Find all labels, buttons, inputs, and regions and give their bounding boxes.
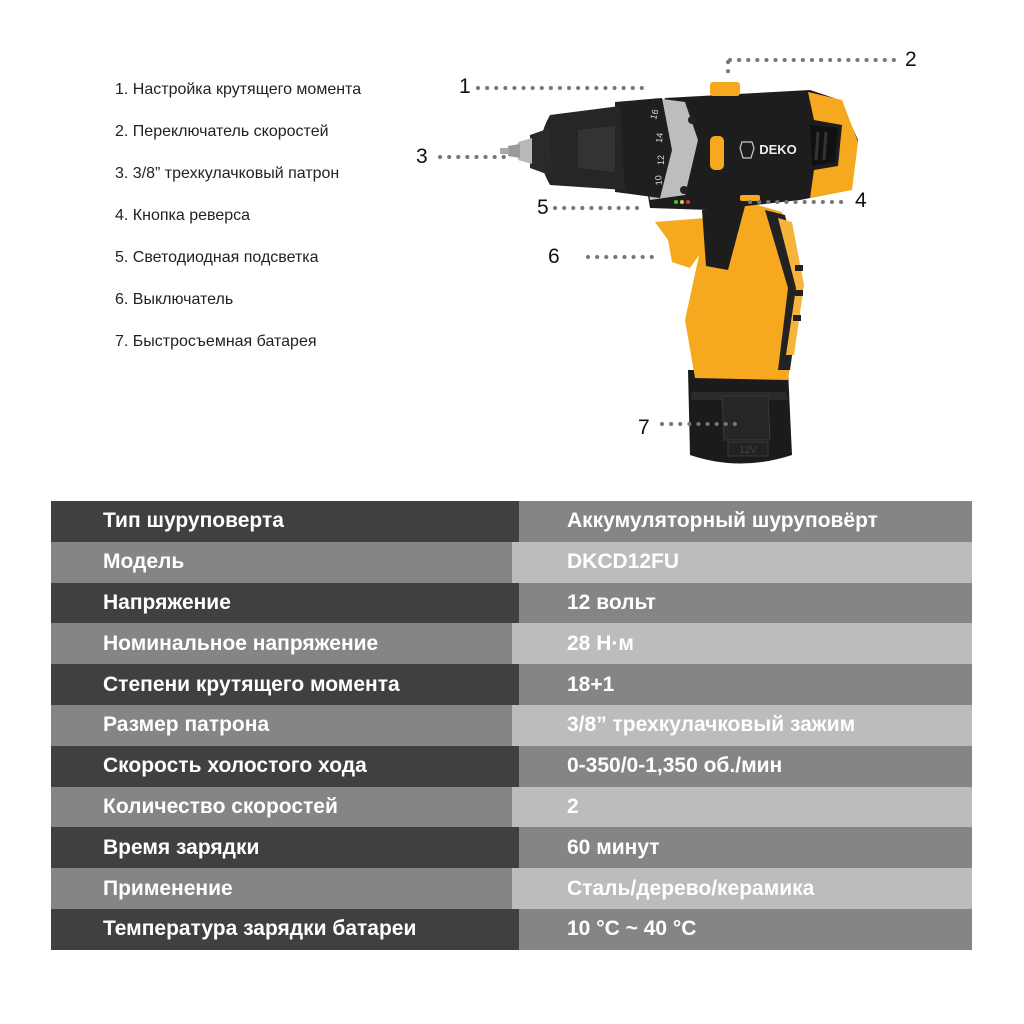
table-row	[51, 623, 972, 664]
battery-pack	[688, 370, 792, 464]
legend-item: 2. Переключатель скоростей	[115, 123, 329, 140]
table-row	[51, 787, 972, 828]
spec-value: 0-350/0-1,350 об./мин	[519, 746, 972, 787]
callout-3: 3	[416, 145, 428, 168]
legend-item: 5. Светодиодная подсветка	[115, 249, 319, 266]
table-row	[51, 664, 972, 705]
legend-item: 3. 3/8” трехкулачковый патрон	[115, 165, 340, 182]
spec-value: 18+1	[519, 664, 972, 705]
spec-key: Модель	[51, 542, 512, 583]
spec-value: 10 °C ~ 40 °C	[519, 909, 972, 950]
spec-key: Степени крутящего момента	[51, 664, 519, 705]
table-row	[51, 583, 972, 624]
spec-key: Номинальное напряжение	[51, 623, 512, 664]
spec-value: 28 Н·м	[512, 623, 972, 664]
spec-key: Скорость холостого хода	[51, 746, 519, 787]
callout-2: 2	[905, 48, 917, 71]
spec-key: Размер патрона	[51, 705, 512, 746]
spec-key: Применение	[51, 868, 512, 909]
callout-6: 6	[548, 245, 560, 268]
table-row	[51, 746, 972, 787]
spec-value: 12 вольт	[519, 583, 972, 624]
callout-1: 1	[459, 75, 471, 98]
brand-logo: DEKO	[759, 142, 797, 157]
table-row	[51, 542, 972, 583]
callout-5: 5	[537, 196, 549, 219]
chuck	[500, 106, 625, 190]
spec-key: Количество скоростей	[51, 787, 512, 828]
spec-value: Аккумуляторный шуруповёрт	[519, 501, 972, 542]
legend-item: 7. Быстросъемная батарея	[115, 333, 317, 350]
speed-switch	[710, 82, 740, 96]
callout-4: 4	[855, 189, 867, 212]
spec-key: Температура зарядки батареи	[51, 909, 519, 950]
spec-key: Время зарядки	[51, 827, 519, 868]
cordless-drill-image	[410, 40, 930, 480]
table-row	[51, 868, 972, 909]
spec-value: 60 минут	[519, 827, 972, 868]
table-row	[51, 909, 972, 950]
legend-item: 6. Выключатель	[115, 291, 234, 308]
feature-legend	[115, 79, 361, 373]
svg-text:12V: 12V	[739, 445, 757, 456]
callout-7: 7	[638, 416, 650, 439]
table-row	[51, 501, 972, 542]
svg-text:12: 12	[656, 154, 666, 165]
legend-item: 1. Настройка крутящего момента	[115, 81, 362, 98]
svg-text:16: 16	[648, 108, 661, 121]
legend-item: 4. Кнопка реверса	[115, 207, 251, 224]
table-row	[51, 827, 972, 868]
spec-key: Напряжение	[51, 583, 519, 624]
spec-value: 2	[512, 787, 972, 828]
svg-text:10: 10	[653, 174, 664, 186]
spec-value: DKCD12FU	[512, 542, 972, 583]
spec-value: Сталь/дерево/керамика	[512, 868, 972, 909]
svg-text:14: 14	[654, 132, 665, 144]
table-row	[51, 705, 972, 746]
specifications-table	[51, 501, 972, 950]
spec-key: Тип шуруповерта	[51, 501, 519, 542]
spec-value: 3/8” трехкулачковый зажим	[512, 705, 972, 746]
